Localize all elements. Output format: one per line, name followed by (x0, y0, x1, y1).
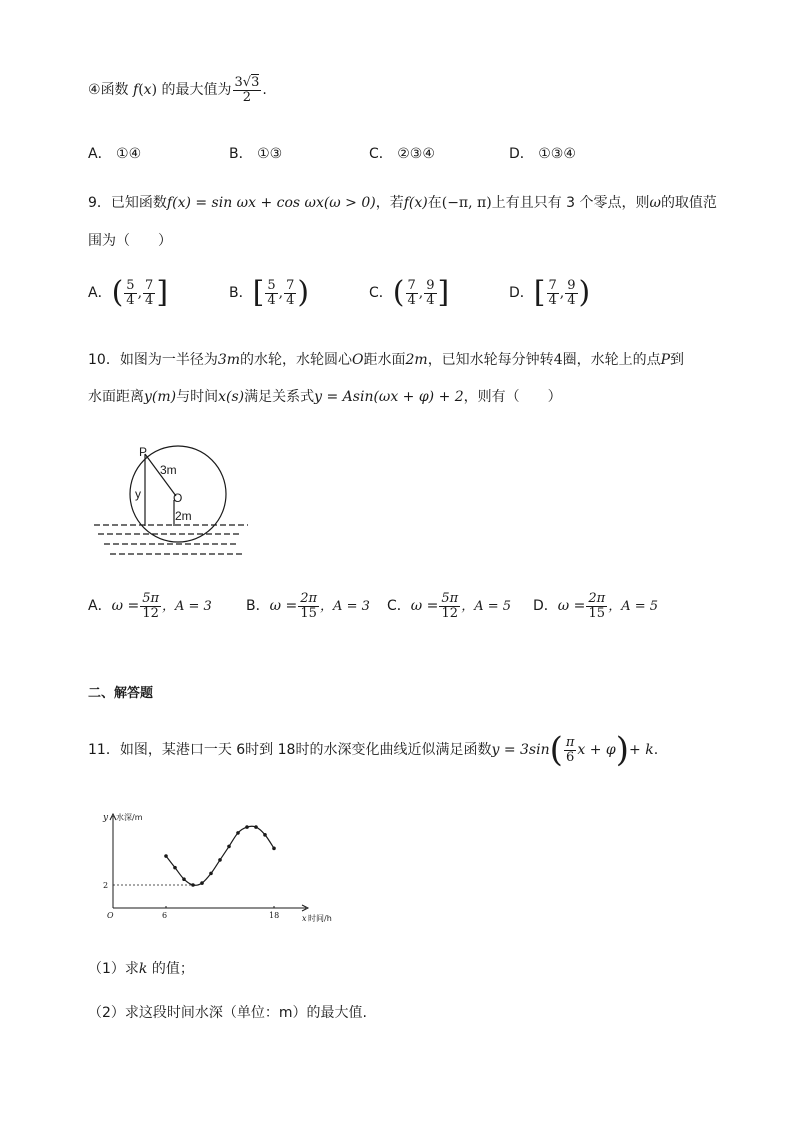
q9-stem-line1: 9．已知函数f(x) = sin ωx + cos ωx(ω > 0)，若f(x)在(−π, π)上有且只有 3 个零点，则ω的取值范 (88, 195, 717, 211)
q10-option-b[interactable]: B．ω = $\frac{2\pi}{15}$ ，A = 3 (246, 591, 370, 621)
section-title: 二、解答题 (88, 686, 154, 701)
q9-option-c[interactable]: C．( $\frac{7}{4}$ , $\frac{9}{4}$ ] (369, 275, 450, 310)
x-axis-var: x (302, 914, 307, 923)
water-wheel-figure (88, 436, 258, 566)
data-point-11 (209, 872, 213, 876)
label-o: O (173, 491, 183, 505)
q11-sub2: （2）求这段时间水深（单位：m）的最大值. (88, 1005, 367, 1021)
x-tick-6: 6 (162, 911, 168, 920)
data-point-16 (254, 825, 258, 829)
q8-option-b[interactable]: B． ①③ (229, 146, 283, 162)
q8-option-c[interactable]: C． ②③④ (369, 146, 435, 162)
max-value-fraction: $\frac{3√3}{2}$ (234, 74, 260, 105)
depth-curve (166, 826, 274, 885)
data-point-13 (227, 845, 231, 849)
chart-axes (110, 814, 308, 911)
water-surface (94, 525, 248, 554)
y-axis-var: y (103, 813, 109, 823)
x-tick-18: 18 (269, 911, 280, 920)
q10-option-c[interactable]: C．ω = $\frac{5\pi}{12}$ ，A = 5 (387, 591, 512, 621)
q8-statement-4: ④函数 f(x) 的最大值为 $\frac{3√3}{2}$ . (88, 74, 267, 105)
y-axis-label: 水深/m (116, 813, 143, 822)
data-point-18 (272, 847, 276, 851)
q10-option-d[interactable]: D．ω = $\frac{2\pi}{15}$ ，A = 5 (533, 591, 659, 621)
q9-option-a[interactable]: A．( $\frac{5}{4}$ , $\frac{7}{4}$ ] (88, 275, 169, 310)
label-y: y (135, 487, 141, 501)
label-3m: 3m (160, 463, 177, 477)
data-point-6 (164, 854, 168, 858)
water-depth-chart (98, 808, 348, 923)
y-tick-2: 2 (103, 881, 109, 890)
q11-stem: 11．如图，某港口一天 6时到 18时的水深变化曲线近似满足函数y = 3sin( $\frac{\pi}{6}$ x + φ)+ k. (88, 730, 659, 770)
q9-option-d[interactable]: D．[ $\frac{7}{4}$ , $\frac{9}{4}$ ) (509, 275, 591, 310)
q9-option-b[interactable]: B．[ $\frac{5}{4}$ , $\frac{7}{4}$ ) (229, 275, 310, 310)
data-point-8 (182, 877, 186, 881)
data-point-10 (200, 881, 204, 885)
circled-4: ④ (88, 82, 101, 98)
data-point-14 (236, 831, 240, 835)
origin-label: O (107, 911, 114, 920)
x-axis-label: 时间/h (308, 914, 332, 923)
q8-option-d[interactable]: D． ①③④ (509, 146, 576, 162)
label-p: P (139, 445, 148, 459)
label-2m: 2m (175, 509, 192, 523)
q10-stem-line2: 水面距离y(m)与时间x(s)满足关系式y = Asin(ωx + φ) + 2，则有（ ） (88, 389, 562, 405)
data-point-12 (218, 858, 222, 862)
data-point-7 (173, 866, 177, 870)
data-point-9 (191, 883, 195, 887)
q8-option-a[interactable]: A． ①④ (88, 146, 142, 162)
q10-stem-line1: 10．如图为一半径为3m的水轮，水轮圆心O距水面2m，已知水轮每分钟转4圈，水轮上的点P到 (88, 352, 685, 368)
q11-sub1: （1）求k 的值； (88, 961, 194, 977)
q9-stem-line2: 围为（ ） (88, 233, 172, 249)
data-point-17 (263, 833, 267, 837)
q10-option-a[interactable]: A．ω = $\frac{5\pi}{12}$ ，A = 3 (88, 591, 212, 621)
data-point-15 (245, 825, 249, 829)
